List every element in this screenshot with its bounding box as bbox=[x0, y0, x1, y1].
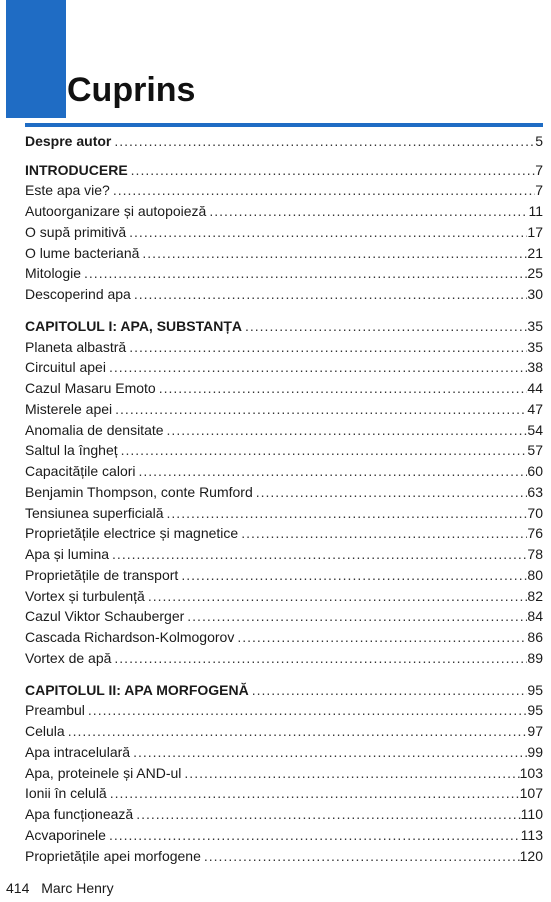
toc-leader-dots bbox=[111, 132, 535, 150]
toc-entry-label: Apa funcționează bbox=[25, 806, 134, 822]
toc-entry-page: 54 bbox=[527, 421, 543, 438]
toc-entry-label: Este apa vie? bbox=[25, 182, 110, 199]
toc-leader-dots bbox=[131, 285, 528, 303]
toc-entry-page: 57 bbox=[527, 442, 543, 459]
toc-entry-label: Anomalia de densitate bbox=[25, 421, 164, 438]
footer-page-number: 414 bbox=[6, 880, 30, 896]
toc-entry[interactable] bbox=[25, 262, 543, 283]
toc-leader-dots bbox=[184, 607, 527, 625]
toc-entry-label: Proprietățile apei morfogene bbox=[25, 847, 201, 864]
toc-leader-dots bbox=[164, 421, 528, 439]
toc-leader-dots bbox=[65, 722, 528, 740]
toc-entry-page: 97 bbox=[527, 723, 543, 739]
toc-entry[interactable] bbox=[25, 199, 543, 220]
toc-entry-page: 103 bbox=[519, 764, 543, 781]
toc-entry-page: 70 bbox=[527, 504, 543, 521]
toc-leader-dots bbox=[164, 504, 528, 522]
toc-entry-label: Preambul bbox=[25, 702, 85, 719]
toc-entry-label: Cazul Viktor Schauberger bbox=[25, 608, 185, 625]
toc-entry[interactable] bbox=[25, 459, 543, 480]
toc-entry-label: Apa, proteinele și AND-ul bbox=[25, 764, 182, 781]
toc-entry[interactable] bbox=[25, 802, 543, 823]
toc-entry-label: Despre autor bbox=[25, 132, 112, 149]
toc-entry[interactable] bbox=[25, 782, 543, 803]
toc-entry-label: Cazul Masaru Emoto bbox=[25, 380, 156, 396]
toc-entry-label: Circuitul apei bbox=[25, 359, 106, 376]
toc-leader-dots bbox=[106, 826, 521, 844]
toc-entry[interactable] bbox=[25, 646, 543, 667]
toc-entry[interactable] bbox=[25, 719, 543, 740]
toc-entry-page: 7 bbox=[535, 161, 543, 178]
toc-entry-label: Vortex și turbulență bbox=[25, 587, 145, 604]
toc-entry[interactable] bbox=[25, 480, 543, 501]
toc-entry[interactable] bbox=[25, 761, 543, 782]
toc-leader-dots bbox=[133, 805, 520, 823]
toc-entry[interactable] bbox=[25, 584, 543, 605]
toc-entry[interactable] bbox=[25, 158, 543, 179]
toc-entry[interactable] bbox=[25, 563, 543, 584]
toc-entry-label: Cascada Richardson-Kolmogorov bbox=[25, 629, 235, 645]
toc-leader-dots bbox=[238, 524, 527, 542]
toc-leader-dots bbox=[126, 223, 527, 241]
toc-entry-page: 60 bbox=[527, 463, 543, 479]
toc-leader-dots bbox=[181, 764, 519, 782]
toc-leader-dots bbox=[136, 462, 528, 480]
toc-entry[interactable] bbox=[25, 129, 543, 150]
toc-leader-dots bbox=[201, 847, 520, 865]
toc-entry-label: O lume bacteriană bbox=[25, 244, 140, 261]
toc-entry-label: Proprietățile electrice și magnetice bbox=[25, 525, 239, 542]
toc-leader-dots bbox=[145, 587, 528, 605]
toc-entry[interactable] bbox=[25, 439, 543, 460]
toc-entry-label: Autoorganizare și autopoieză bbox=[25, 203, 207, 219]
toc-entry-page: 95 bbox=[527, 702, 543, 719]
toc-entry-page: 82 bbox=[527, 587, 543, 604]
toc-entry-page: 7 bbox=[535, 182, 543, 199]
toc-entry[interactable] bbox=[25, 625, 543, 646]
toc-entry-page: 17 bbox=[527, 223, 543, 240]
toc-leader-dots bbox=[156, 379, 528, 397]
toc-entry-label: Benjamin Thompson, conte Rumford bbox=[25, 483, 253, 500]
toc-entry[interactable] bbox=[25, 501, 543, 522]
toc-leader-dots bbox=[249, 681, 528, 699]
toc-entry[interactable] bbox=[25, 678, 543, 699]
toc-entry-label: CAPITOLUL II: APA MORFOGENĂ bbox=[25, 681, 249, 698]
toc-entry-label: O supă primitivă bbox=[25, 223, 127, 240]
toc-leader-dots bbox=[139, 244, 527, 262]
toc-entry-page: 110 bbox=[520, 806, 543, 822]
toc-entry-label: Apa și lumina bbox=[25, 546, 110, 562]
toc-leader-dots bbox=[128, 161, 536, 179]
toc-entry-page: 21 bbox=[527, 244, 543, 261]
toc-entry[interactable] bbox=[25, 844, 543, 865]
toc-entry-label: Ionii în celulă bbox=[25, 785, 107, 802]
toc-leader-dots bbox=[81, 264, 527, 282]
toc-entry[interactable] bbox=[25, 605, 543, 626]
toc-entry-label: Mitologie bbox=[25, 265, 82, 282]
toc-entry-page: 80 bbox=[527, 566, 543, 583]
toc-leader-dots bbox=[110, 181, 535, 199]
toc-leader-dots bbox=[178, 566, 527, 584]
toc-entry-label: Descoperind apa bbox=[25, 286, 131, 302]
toc-entry-label: Capacitățile calori bbox=[25, 463, 136, 479]
toc-entry-page: 84 bbox=[527, 608, 543, 625]
toc-leader-dots bbox=[112, 400, 527, 418]
toc-entry[interactable] bbox=[25, 740, 543, 761]
toc-entry-page: 5 bbox=[535, 132, 543, 149]
page-footer bbox=[6, 879, 114, 897]
toc-entry-page: 76 bbox=[527, 525, 543, 542]
toc-leader-dots bbox=[206, 202, 528, 220]
toc-entry[interactable] bbox=[25, 179, 543, 200]
toc-entry-label: Planeta albastră bbox=[25, 338, 127, 355]
toc-entry-label: INTRODUCERE bbox=[25, 161, 128, 178]
toc-entry-page: 113 bbox=[520, 826, 543, 843]
title-rule bbox=[25, 123, 543, 127]
toc-entry[interactable] bbox=[25, 418, 543, 439]
toc-entry-page: 89 bbox=[527, 649, 543, 666]
toc-entry[interactable] bbox=[25, 699, 543, 720]
toc-entry[interactable] bbox=[25, 522, 543, 543]
toc-leader-dots bbox=[242, 317, 527, 335]
toc-entry-page: 86 bbox=[527, 629, 543, 645]
toc-leader-dots bbox=[118, 441, 528, 459]
toc-entry-page: 11 bbox=[528, 203, 543, 219]
toc-leader-dots bbox=[234, 628, 527, 646]
toc-entry-page: 44 bbox=[527, 380, 543, 396]
toc-leader-dots bbox=[85, 701, 528, 719]
toc-entry[interactable] bbox=[25, 356, 543, 377]
toc-entry[interactable] bbox=[25, 282, 543, 303]
toc-leader-dots bbox=[111, 649, 527, 667]
toc-entry-page: 25 bbox=[527, 265, 543, 282]
accent-block bbox=[6, 0, 66, 118]
toc-leader-dots bbox=[106, 358, 527, 376]
toc-entry-label: Tensiunea superficială bbox=[25, 504, 164, 521]
toc-leader-dots bbox=[107, 784, 520, 802]
toc-entry[interactable] bbox=[25, 397, 543, 418]
page-title: Cuprins bbox=[67, 71, 196, 109]
footer-author: Marc Henry bbox=[41, 880, 114, 896]
toc-entry[interactable] bbox=[25, 241, 543, 262]
toc-entry[interactable] bbox=[25, 220, 543, 241]
toc-entry[interactable] bbox=[25, 823, 543, 844]
toc-entry-page: 63 bbox=[527, 483, 543, 500]
toc-entry[interactable] bbox=[25, 314, 543, 335]
toc-entry-label: Misterele apei bbox=[25, 400, 113, 417]
toc-leader-dots bbox=[109, 545, 527, 563]
toc-entry-label: Saltul la îngheț bbox=[25, 442, 118, 459]
toc-entry-page: 78 bbox=[527, 546, 543, 562]
toc-entry-page: 38 bbox=[527, 359, 543, 376]
toc-entry-label: Acvaporinele bbox=[25, 826, 106, 843]
toc-entry-page: 95 bbox=[527, 681, 543, 698]
toc-leader-dots bbox=[253, 483, 528, 501]
toc-entry[interactable] bbox=[25, 376, 543, 397]
toc-entry-page: 35 bbox=[527, 338, 543, 355]
toc-leader-dots bbox=[126, 338, 527, 356]
toc-entry-label: CAPITOLUL I: APA, SUBSTANȚA bbox=[25, 317, 242, 334]
toc-entry-page: 30 bbox=[527, 286, 543, 302]
toc-entry-page: 47 bbox=[527, 400, 543, 417]
toc-entry-page: 99 bbox=[527, 743, 543, 760]
toc-entry-label: Celula bbox=[25, 723, 65, 739]
toc-entry-label: Apa intracelulară bbox=[25, 743, 131, 760]
toc-entry-label: Vortex de apă bbox=[25, 649, 112, 666]
toc-entry-page: 120 bbox=[519, 847, 543, 864]
toc-entry-page: 35 bbox=[527, 317, 543, 334]
toc-entry[interactable] bbox=[25, 542, 543, 563]
toc-leader-dots bbox=[130, 743, 527, 761]
table-of-contents bbox=[25, 129, 543, 865]
toc-entry-label: Proprietățile de transport bbox=[25, 566, 179, 583]
toc-entry[interactable] bbox=[25, 335, 543, 356]
toc-entry-page: 107 bbox=[519, 785, 543, 802]
